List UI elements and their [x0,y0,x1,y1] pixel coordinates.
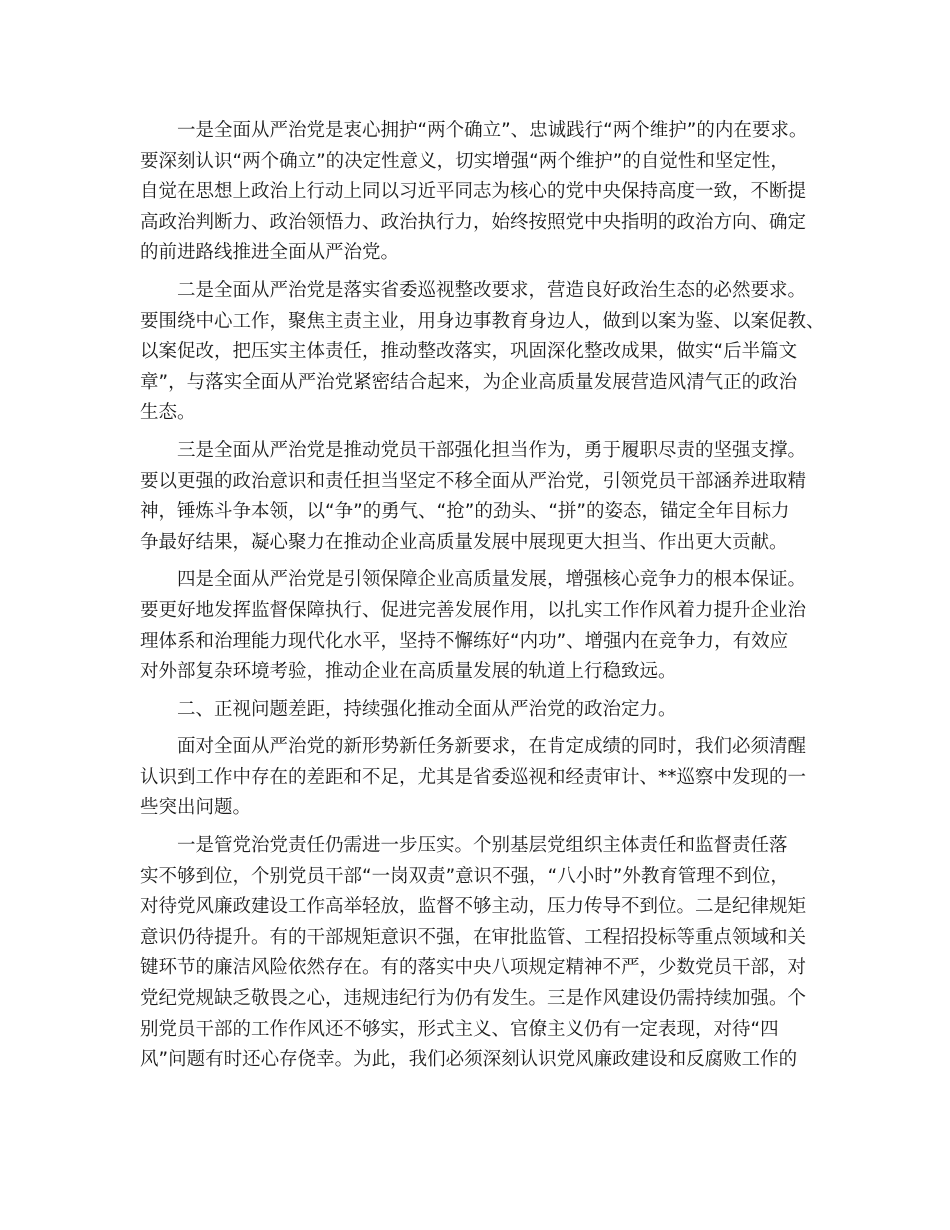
text-line: 认识到工作中存在的差距和不足，尤其是省委巡视和经责审计、**巡察中发现的一 [140,766,807,788]
text-line: 章”，与落实全面从严治党紧密结合起来，为企业高质量发展营造风清气正的政治 [140,371,798,393]
text-line: 要以更强的政治意识和责任担当坚定不移全面从严治党，引领党员干部涵养进取精 [140,470,807,492]
text-line: 理体系和治理能力现代化水平，坚持不懈练好“内功”、增强内在竞争力，有效应 [140,630,789,652]
text-line: 二是全面从严治党是落实省委巡视整改要求，营造良好政治生态的必然要求。 [177,279,807,301]
text-line: 对待党风廉政建设工作高举轻放，监督不够主动，压力传导不到位。二是纪律规矩 [140,896,807,918]
section-heading-text: 二、正视问题差距，持续强化推动全面从严治党的政治定力。 [177,698,677,720]
text-line: 党纪党规缺乏敬畏之心，违规违纪行为仍有发生。三是作风建设仍需持续加强。个 [140,988,807,1010]
document-body [140,116,825,1083]
section-heading [140,695,812,726]
text-line: 神，锤炼斗争本领，以“争”的勇气、“抢”的劲头、“拼”的姿态，锚定全年目标力 [140,501,790,523]
text-line: 意识仍待提升。有的干部规矩意识不强，在审批监管、工程招投标等重点领域和关 [140,926,807,948]
text-line: 面对全面从严治党的新形势新任务新要求，在肯定成绩的同时，我们必须清醒 [177,736,807,758]
text-line: 要围绕中心工作，聚焦主责主业，用身边事教育身边人，做到以案为鉴、以案促教、 [140,310,825,332]
text-line: 四是全面从严治党是引领保障企业高质量发展，增强核心竞争力的根本保证。 [177,569,807,591]
text-line: 风”问题有时还心存侥幸。为此，我们必须深刻认识党风廉政建设和反腐败工作的 [140,1049,798,1071]
text-line: 一是管党治党责任仍需进一步压实。个别基层党组织主体责任和监督责任落 [177,835,788,857]
paragraph-enterprise-development [140,565,812,687]
text-line: 些突出问题。 [140,797,252,819]
paragraph-existing-problems [140,831,812,1076]
paragraph-cadre-responsibility [140,436,812,558]
text-line: 键环节的廉洁风险依然存在。有的落实中央八项规定精神不严，少数党员干部，对 [140,957,807,979]
text-line: 争最好结果，凝心聚力在推动企业高质量发展中展现更大担当、作出更大贡献。 [140,531,788,553]
paragraph-inspection-rectification [140,276,825,429]
text-line: 别党员干部的工作作风还不够实，形式主义、官僚主义仍有一定表现，对待“四 [140,1018,779,1040]
text-line: 对外部复杂环境考验，推动企业在高质量发展的轨道上行稳致远。 [140,661,677,683]
paragraph-two-establishments [140,116,812,269]
text-line: 的前进路线推进全面从严治党。 [140,242,400,264]
text-line: 要深刻认识“两个确立”的决定性意义，切实增强“两个维护”的自觉性和坚定性， [140,150,789,172]
text-line: 三是全面从严治党是推动党员干部强化担当作为，勇于履职尽责的坚强支撑。 [177,439,807,461]
text-line: 以案促改，把压实主体责任，推动整改落实，巩固深化整改成果，做实“后半篇文 [140,341,798,363]
text-line: 生态。 [140,402,196,424]
text-line: 自觉在思想上政治上行动上同以习近平同志为核心的党中央保持高度一致，不断提 [140,181,807,203]
text-line: 高政治判断力、政治领悟力、政治执行力，始终按照党中央指明的政治方向、确定 [140,211,807,233]
text-line: 要更好地发挥监督保障执行、促进完善发展作用，以扎实工作作风着力提升企业治 [140,599,807,621]
text-line: 一是全面从严治党是衷心拥护“两个确立”、忠诚践行“两个维护”的内在要求。 [177,120,808,141]
paragraph-new-situation [140,732,812,824]
text-line: 实不够到位，个别党员干部“一岗双责”意识不强，“八小时”外教育管理不到位， [140,865,789,887]
